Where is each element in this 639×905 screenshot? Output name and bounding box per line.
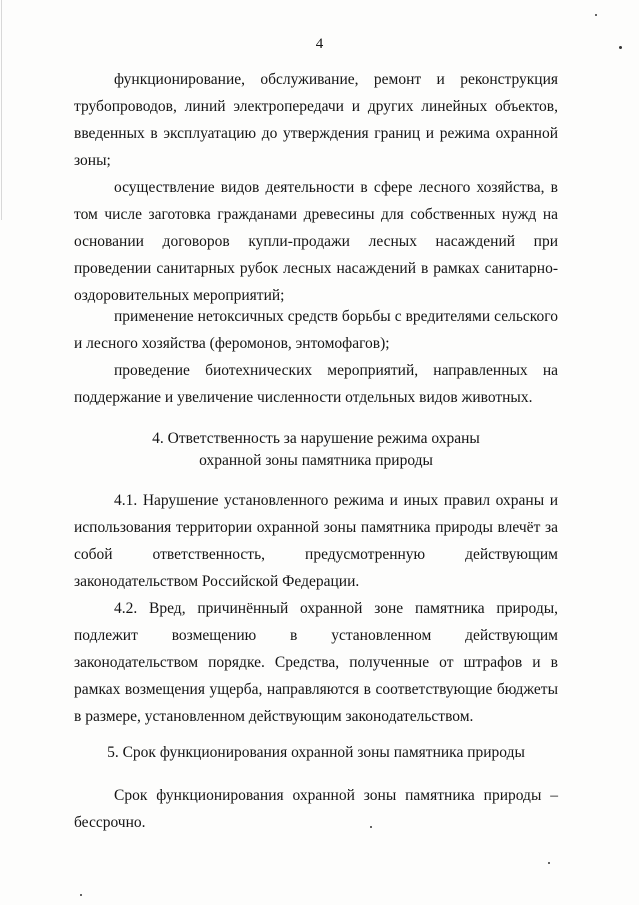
scan-speck [370, 826, 372, 828]
scan-speck [619, 46, 622, 49]
page-number: 4 [315, 36, 324, 52]
paragraph-biotechnical: проведение биотехнических мероприятий, направленных на поддержание и увеличение численности отдельных видов животных. [74, 362, 558, 406]
section-5-heading: 5. Срок функционирования охранной зоны памятника природы [107, 744, 525, 761]
paragraph-pest-control: применение нетоксичных средств борьбы с вредителями сельского и лесного хозяйства (феромонов, энтомофагов); [74, 308, 558, 352]
scan-speck [548, 862, 550, 864]
paragraph-5-1: Срок функционирования охранной зоны памятника природы – бессрочно. [74, 787, 558, 831]
scan-speck [80, 894, 82, 896]
scan-edge-line [1, 0, 2, 220]
scan-speck [595, 14, 597, 16]
paragraph-forestry: осуществление видов деятельности в сфере лесного хозяйства, в том числе заготовка гражданами древесины для собственных нужд на основании договоров купли-продажи лесных насаждений при проведении санитарных рубок лесных насаждений в рамках санитарно-оздоровительных мероприятий; [74, 179, 558, 304]
section-4-heading-line-2: охранной зоны памятника природы [199, 452, 433, 469]
section-4-heading [74, 428, 558, 472]
paragraph-4-2: 4.2. Вред, причинённый охранной зоне памятника природы, подлежит возмещению в установленном действующим законодательством порядке. Средства, полученные от штрафов и в рамках возмещения ущерба, направляются в соответствующие бюджеты в размере, установленном действующим законодательством. [74, 600, 558, 725]
paragraph-pipelines: функционирование, обслуживание, ремонт и реконструкция трубопроводов, линий электропередачи и других линейных объектов, введенных в эксплуатацию до утверждения границ и режима охранной зоны; [74, 71, 558, 169]
section-4-heading-line-1: 4. Ответственность за нарушение режима охраны [152, 430, 480, 447]
paragraph-4-1: 4.1. Нарушение установленного режима и иных правил охраны и использования территории охранной зоны памятника природы влечёт за собой ответственность, предусмотренную действующим законодательством Российской Федерации. [74, 492, 558, 590]
